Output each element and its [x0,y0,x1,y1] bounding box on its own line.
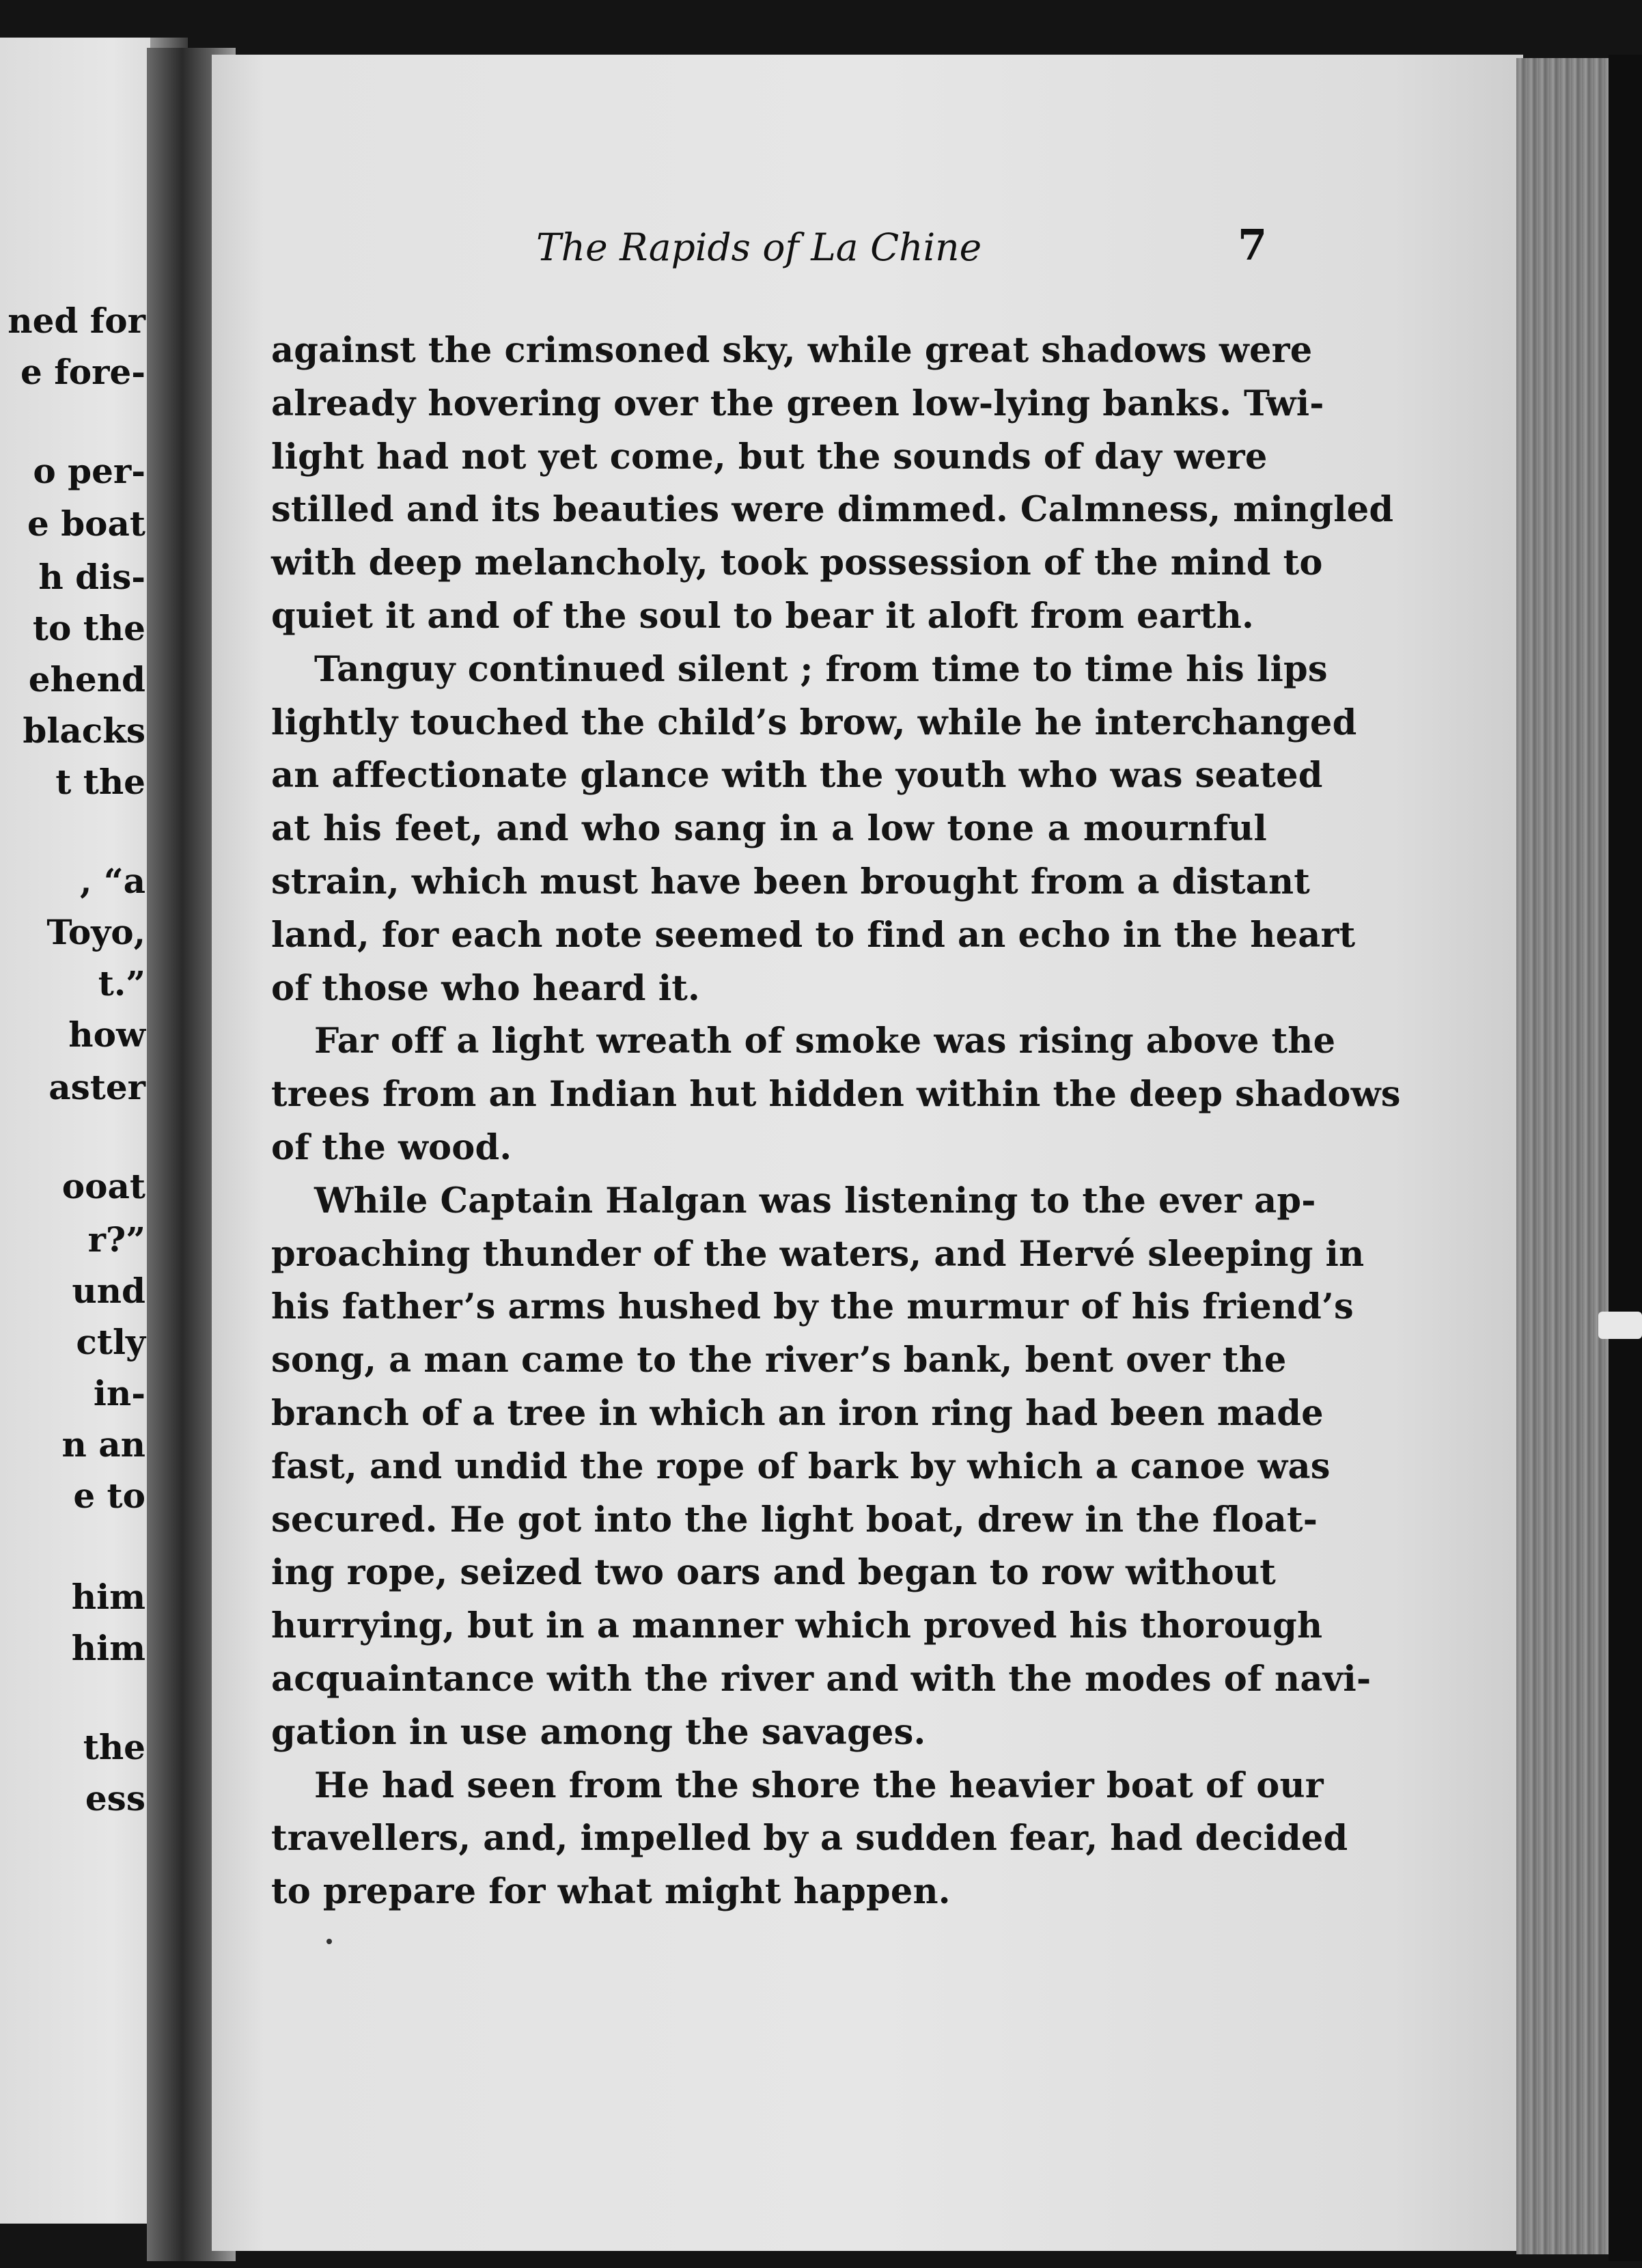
previous-page-fragment: ess [85,1778,145,1818]
previous-page-fragment: r?” [87,1219,145,1260]
previous-page-fragment: h dis- [38,557,145,597]
text-line: to prepare for what might happen. [271,1871,951,1913]
previous-page-fragment: t the [55,762,145,802]
text-line: Tanguy continued silent ; from time to time his lips [314,648,1328,690]
text-line: already hovering over the green low-lying banks. Twi- [271,383,1324,424]
text-line: branch of a tree in which an iron ring had been made [271,1392,1324,1434]
previous-page-fragment: e boat [27,503,145,544]
text-line: song, a man came to the river’s bank, bent over the [271,1340,1287,1381]
text-line: of those who heard it. [271,967,700,1009]
previous-page-fragment: to the [32,608,145,648]
previous-page-fragment: him [71,1577,145,1617]
text-line: travellers, and, impelled by a sudden fear, had decided [271,1818,1348,1859]
text-line: at his feet, and who sang in a low tone a mournful [271,808,1267,850]
previous-page-fragment: o per- [33,451,145,491]
text-line: hurrying, but in a manner which proved his thorough [271,1605,1323,1647]
previous-page-fragment: aster [48,1067,145,1107]
text-line: of the wood. [271,1126,512,1168]
paragraph [271,1175,1372,1760]
page-clip [1598,1312,1642,1339]
previous-page-fragment: in- [93,1373,145,1413]
previous-page-fragment: e fore- [20,352,145,392]
paragraph [271,1015,1401,1174]
text-line: acquaintance with the river and with the modes of navi- [271,1658,1372,1700]
text-line: fast, and undid the rope of bark by which a canoe was [271,1446,1331,1487]
text-line: an affectionate glance with the youth who was seated [271,755,1323,797]
paragraph [271,324,1394,644]
text-line: secured. He got into the light boat, drew in the float- [271,1499,1318,1540]
text-line: light had not yet come, but the sounds of day were [271,436,1268,478]
text-line: stilled and its beauties were dimmed. Calmness, mingled [271,489,1394,531]
previous-page-fragment: n an [61,1424,145,1465]
previous-page-fragment: ned for [8,301,145,341]
previous-page-fragment: ooat [61,1166,145,1206]
text-line: trees from an Indian hut hidden within the deep shadows [271,1074,1401,1116]
text-line: While Captain Halgan was listening to the ever ap- [314,1180,1316,1221]
text-line: gation in use among the savages. [271,1711,926,1753]
ink-speck [326,1939,332,1944]
previous-page-fragment: blacks [23,710,145,751]
page-block-edges [1516,58,1612,2254]
scan-border [1609,55,1642,2261]
text-line: Far off a light wreath of smoke was rising above the [314,1021,1336,1062]
paragraph [271,644,1357,1016]
text-line: with deep melancholy, took possession of the mind to [271,542,1323,584]
text-line: quiet it and of the soul to bear it aloft from earth. [271,595,1254,637]
previous-page-fragment: ctly [76,1322,145,1362]
page-number: 7 [1238,220,1268,270]
text-line: proaching thunder of the waters, and Hervé sleeping in [271,1233,1365,1275]
previous-page-fragment: , “a [80,861,145,901]
paragraph [271,1760,1348,1919]
previous-page-fragment: t.” [98,963,145,1004]
text-line: ing rope, seized two oars and began to row without [271,1552,1276,1594]
previous-page-fragment: Toyo, [46,912,145,952]
running-title: The Rapids of La Chine [536,225,982,269]
text-line: strain, which must have been brought from a distant [271,861,1311,902]
text-line: lightly touched the child’s brow, while he interchanged [271,702,1357,743]
previous-page-fragment: e to [73,1476,145,1516]
previous-page-fragment: how [68,1014,145,1055]
text-line: his father’s arms hushed by the murmur of his friend’s [271,1286,1354,1328]
text-line: against the crimsoned sky, while great shadows were [271,330,1313,371]
body-text [271,324,1401,1919]
previous-page-fragment: und [72,1271,145,1311]
previous-page-fragment: him [71,1628,145,1668]
previous-page-fragment: the [83,1727,145,1767]
previous-page-fragment: ehend [28,659,145,700]
text-line: He had seen from the shore the heavier boat of our [314,1765,1324,1806]
text-line: land, for each note seemed to find an echo in the heart [271,914,1356,956]
